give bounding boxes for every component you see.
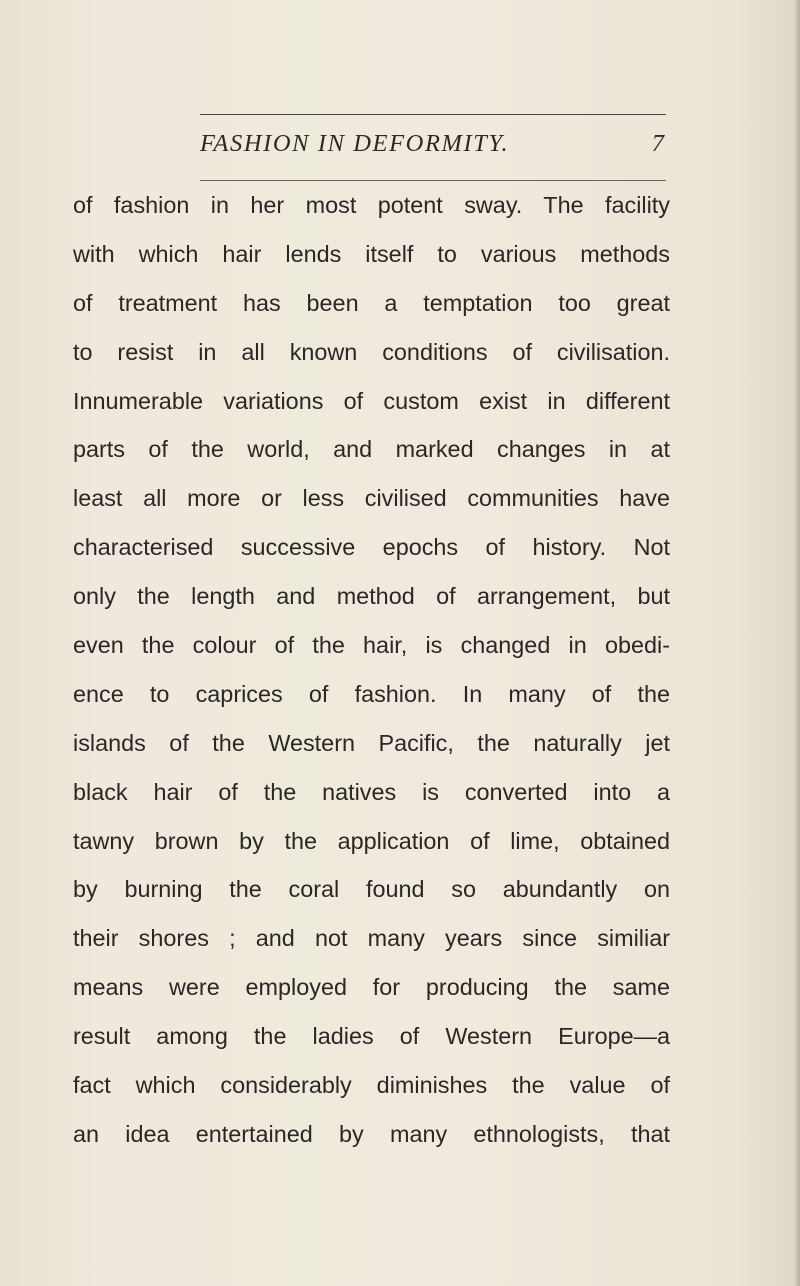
text-line: of treatment has been a temptation too great	[73, 289, 670, 316]
text-line: least all more or less civilised communities have	[73, 485, 670, 512]
text-line: black hair of the natives is converted into a	[73, 778, 670, 805]
page-number: 7	[651, 130, 664, 157]
text-line: only the length and method of arrangement, but	[73, 583, 670, 610]
text-line: with which hair lends itself to various methods	[73, 240, 670, 267]
header-rule-top	[200, 114, 666, 115]
text-line: an idea entertained by many ethnologists, that	[73, 1120, 670, 1147]
text-line: result among the ladies of Western Europe—a	[73, 1023, 670, 1050]
text-line: by burning the coral found so abundantly on	[73, 876, 670, 903]
text-line: parts of the world, and marked changes in at	[73, 436, 670, 463]
text-line: means were employed for producing the same	[73, 974, 670, 1001]
text-line: even the colour of the hair, is changed in obedi-	[73, 632, 670, 659]
text-line: to resist in all known conditions of civilisation.	[73, 338, 670, 365]
text-line: islands of the Western Pacific, the naturally jet	[73, 729, 670, 756]
text-line: characterised successive epochs of history. Not	[73, 534, 670, 561]
text-line: their shores ; and not many years since similiar	[73, 925, 670, 952]
text-line: of fashion in her most potent sway. The facility	[73, 192, 670, 218]
text-line: fact which considerably diminishes the value of	[73, 1072, 670, 1099]
running-head	[200, 130, 666, 166]
running-head-title: FASHION IN DEFORMITY.	[200, 130, 510, 157]
text-line: tawny brown by the application of lime, obtained	[73, 827, 670, 854]
text-line: ence to caprices of fashion. In many of the	[73, 680, 670, 707]
text-line: Innumerable variations of custom exist in different	[73, 387, 670, 414]
page-edge-shadow	[794, 0, 800, 1286]
body-text	[73, 181, 670, 1159]
